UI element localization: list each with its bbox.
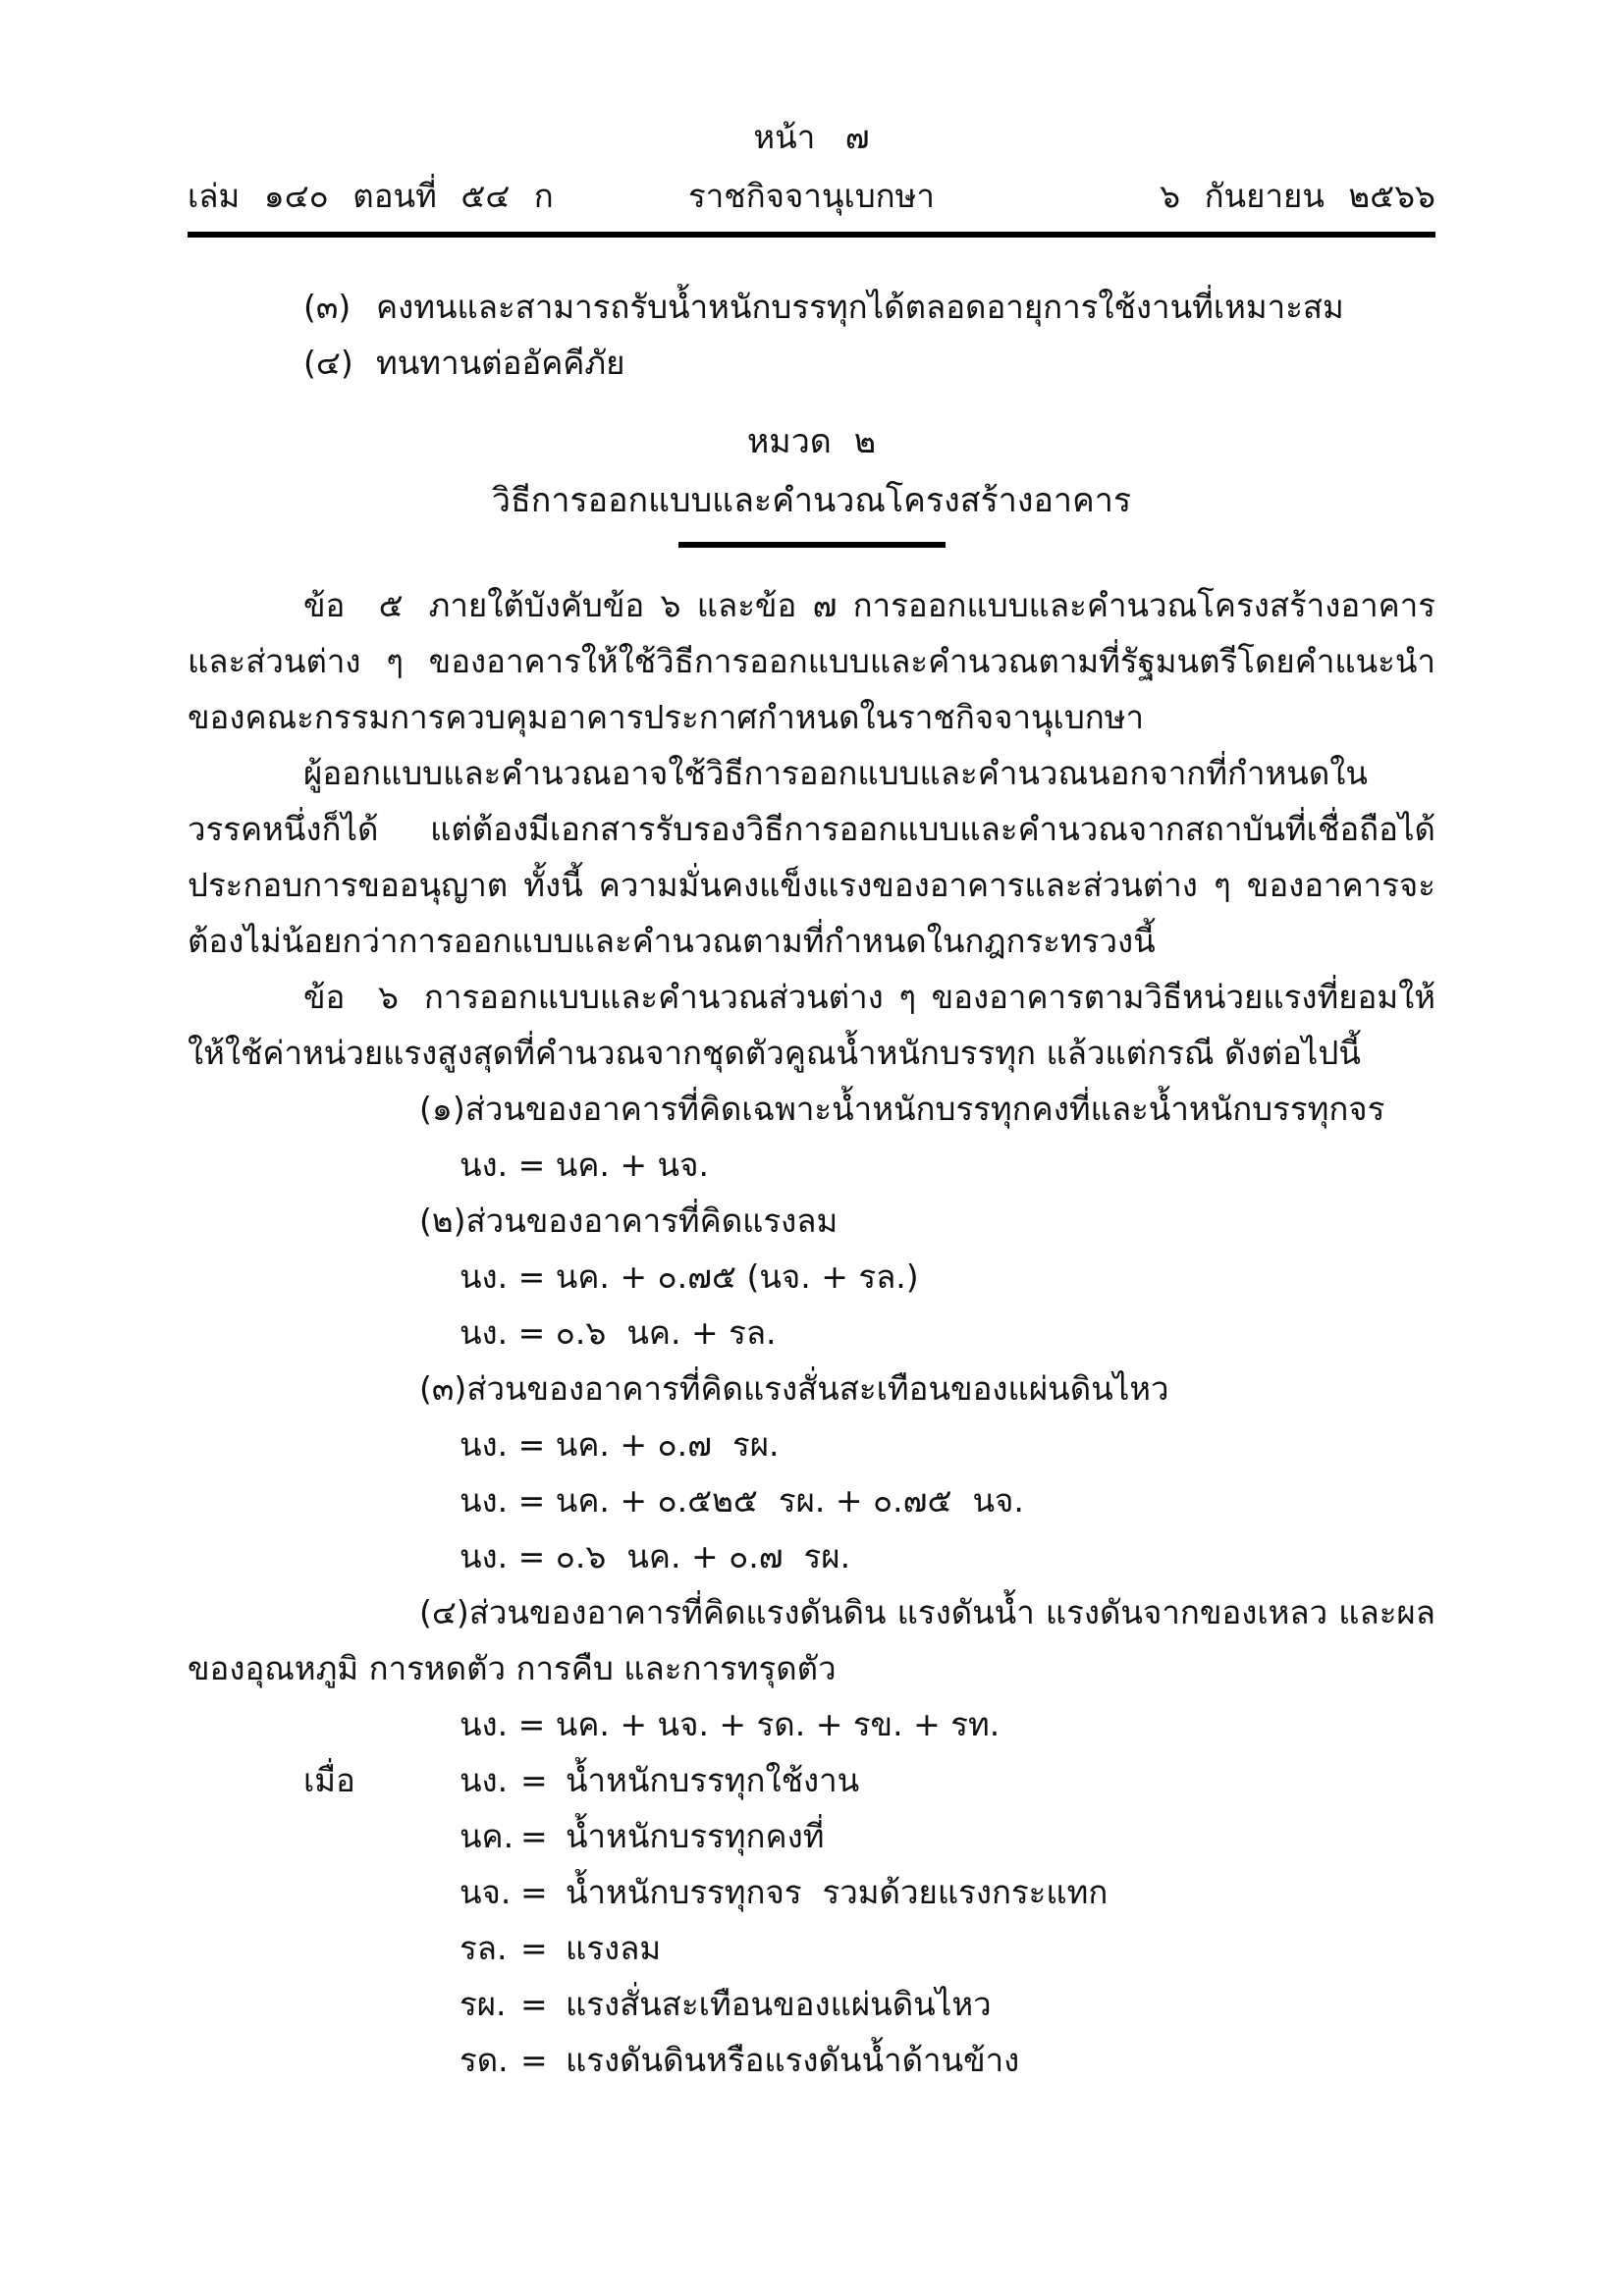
clause-number: ข้อ ๕ <box>303 586 404 624</box>
formula-line: นง. = ๐.๖ นค. + รล. <box>460 1313 777 1352</box>
document-body <box>188 279 1435 2088</box>
definition-term: นง. <box>460 1761 509 1799</box>
clause-text: ภายใต้บังคับข้อ ๖ และข้อ ๗ การออกแบบและคำนวณโครงสร้างอาคารและส่วนต่าง ๆ ของอาคารให้ใช้วิธีการออกแบบและคำนวณตามที่รัฐมนตรีโดยคำแนะนำของคณะกรรมการควบคุมอาคารประกาศกำหนดในราชกิจจานุเบกษา <box>188 586 1436 736</box>
formula-line: นง. = นค. + นจ. <box>460 1146 709 1184</box>
gazette-title: ราชกิจจานุเบกษา <box>688 177 935 215</box>
definition-term: นจ. <box>460 1873 512 1911</box>
clause-6-paragraph <box>188 969 1435 1081</box>
clause-5-paragraph-2: ผู้ออกแบบและคำนวณอาจใช้วิธีการออกแบบและคำนวณนอกจากที่กำหนดในวรรคหนึ่งก็ได้ แต่ต้องมีเอกสารรับรองวิธีการออกแบบและคำนวณจากสถาบันที่เชื่อถือได้ประกอบการขออนุญาต ทั้งนี้ ความมั่นคงแข็งแรงของอาคารและส่วนต่าง ๆ ของอาคารจะต้องไม่น้อยกว่าการออกแบบและคำนวณตามที่กำหนดในกฎกระทรวงนี้ <box>188 754 1435 960</box>
load-case-item <box>188 1361 1435 1416</box>
definition-term: รล. <box>460 1929 508 1967</box>
definition-meaning: น้ำหนักบรรทุกคงที่ <box>566 1817 825 1855</box>
when-label: เมื่อ <box>303 1761 355 1799</box>
formula-line: นง. = นค. + ๐.๗๕ (นจ. + รล.) <box>460 1257 919 1296</box>
definitions-block <box>188 1752 1435 2088</box>
list-item-number: (๔) <box>419 1593 469 1631</box>
list-item-text: ทนทานต่ออัคคีภัย <box>376 344 625 382</box>
formula-line: นง. = นค. + นจ. + รด. + รข. + รท. <box>460 1705 1001 1743</box>
list-item-number: (๓) <box>303 288 352 326</box>
chapter-heading: หมวด ๒ <box>746 422 877 461</box>
list-item <box>188 279 1435 335</box>
list-item-text: ส่วนของอาคารที่คิดแรงลม <box>465 1201 839 1240</box>
definition-row <box>188 2032 1435 2088</box>
chapter-title: วิธีการออกแบบและคำนวณโครงสร้างอาคาร <box>491 481 1132 520</box>
section-divider <box>678 542 946 548</box>
equals-sign: = <box>520 1873 548 1911</box>
equals-sign: = <box>520 2041 548 2079</box>
list-item-text: ส่วนของอาคารที่คิดแรงดันดิน แรงดันน้ำ แรงดันจากของเหลว และผลของอุณหภูมิ การหดตัว การคืบ และการทรุดตัว <box>188 1593 1435 1687</box>
load-case-item <box>188 1193 1435 1249</box>
list-item-text: ส่วนของอาคารที่คิดเฉพาะน้ำหนักบรรทุกคงที่และน้ำหนักบรรทุกจร <box>464 1090 1385 1128</box>
definition-row <box>188 1808 1435 1864</box>
clause-text: การออกแบบและคำนวณส่วนต่าง ๆ ของอาคารตามวิธีหน่วยแรงที่ยอมให้ ให้ใช้ค่าหน่วยแรงสูงสุดที่คำนวณจากชุดตัวคูณน้ำหนักบรรทุก แล้วแต่กรณี ดังต่อไปนี้ <box>188 978 1435 1072</box>
clause-number: ข้อ ๖ <box>303 978 399 1016</box>
gazette-header <box>188 175 1435 218</box>
list-item-text: ส่วนของอาคารที่คิดแรงสั่นสะเทือนของแผ่นดินไหว <box>466 1369 1169 1408</box>
definition-row <box>188 1752 1435 1808</box>
page-number: หน้า ๗ <box>753 118 870 156</box>
definition-meaning: แรงสั่นสะเทือนของแผ่นดินไหว <box>566 1985 992 2023</box>
equals-sign: = <box>520 1985 548 2023</box>
list-item-number: (๒) <box>419 1201 466 1240</box>
list-item-text: คงทนและสามารถรับน้ำหนักบรรทุกได้ตลอดอายุการใช้งานที่เหมาะสม <box>376 288 1344 326</box>
gazette-date: ๖ กันยายน ๒๕๖๖ <box>1160 177 1435 215</box>
definition-meaning: แรงดันดินหรือแรงดันน้ำด้านข้าง <box>566 2041 1020 2079</box>
definition-term: นค. <box>460 1817 514 1855</box>
definition-row <box>188 1976 1435 2032</box>
definition-term: รผ. <box>460 1985 507 2023</box>
list-item-number: (๑) <box>419 1090 465 1128</box>
clause-5-paragraph <box>188 577 1435 745</box>
list-item-number: (๓) <box>419 1369 467 1408</box>
load-case-item <box>188 1584 1435 1696</box>
list-item-number: (๔) <box>303 344 353 382</box>
formula-line: นง. = นค. + ๐.๗ รผ. <box>460 1425 780 1464</box>
list-item <box>188 335 1435 391</box>
definition-meaning: น้ำหนักบรรทุกใช้งาน <box>566 1761 860 1799</box>
formula-line: นง. = ๐.๖ นค. + ๐.๗ รผ. <box>460 1537 851 1575</box>
load-case-item <box>188 1081 1435 1137</box>
definition-meaning: น้ำหนักบรรทุกจร รวมด้วยแรงกระแทก <box>566 1873 1109 1911</box>
definition-row <box>188 1920 1435 1976</box>
equals-sign: = <box>520 1817 548 1855</box>
volume-issue: เล่ม ๑๔๐ ตอนที่ ๕๔ ก <box>188 177 554 215</box>
equals-sign: = <box>520 1929 548 1967</box>
header-rule <box>188 232 1435 238</box>
definition-term: รด. <box>460 2041 509 2079</box>
definition-meaning: แรงลม <box>566 1929 662 1967</box>
definition-row <box>188 1864 1435 1920</box>
formula-line: นง. = นค. + ๐.๕๒๕ รผ. + ๐.๗๕ นจ. <box>460 1481 1024 1520</box>
equals-sign: = <box>520 1761 548 1799</box>
